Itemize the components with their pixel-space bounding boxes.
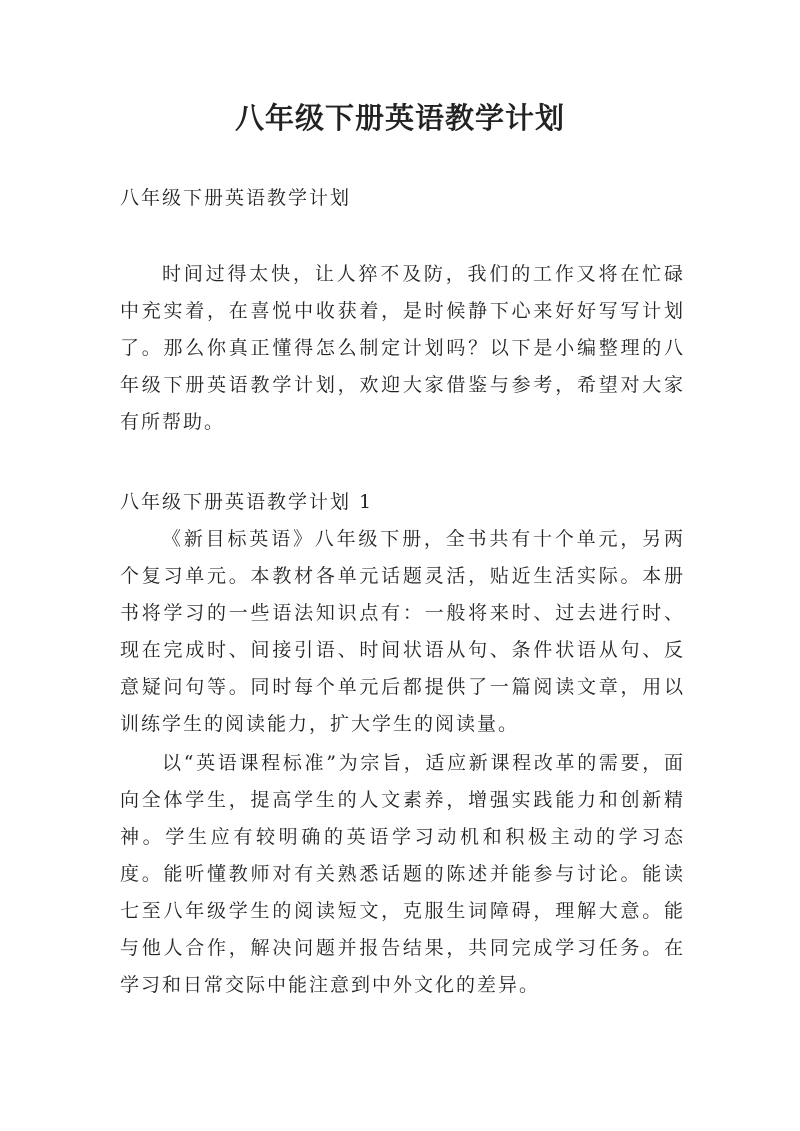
intro-paragraph: 时间过得太快，让人猝不及防，我们的工作又将在忙碌中充实着，在喜悦中收获着，是时候静下心来好好写写计划了。那么你真正懂得怎么制定计划吗？以下是小编整理的八年级下册英语教学计划，欢迎大家借鉴与参考，希望对大家有所帮助。 xyxy=(120,263,685,433)
body-paragraph-1: 《新目标英语》八年级下册，全书共有十个单元，另两个复习单元。本教材各单元话题灵活，贴近生活实际。本册书将学习的一些语法知识点有：一般将来时、过去进行时、现在完成时、间接引语、时间状语从句、条件状语从句、反意疑问句等。同时每个单元后都提供了一篇阅读文章，用以训练学生的阅读能力，扩大学生的阅读量。 xyxy=(120,528,685,735)
document-title: 八年级下册英语教学计划 xyxy=(234,101,565,135)
section-heading: 八年级下册英语教学计划 1 xyxy=(120,491,374,513)
document-subtitle: 八年级下册英语教学计划 xyxy=(120,187,352,209)
body-paragraph-2: 以“英语课程标准”为宗旨，适应新课程改革的需要，面向全体学生，提高学生的人文素养，增强实践能力和创新精神。学生应有较明确的英语学习动机和积极主动的学习态度。能听懂教师对有关熟悉话题的陈述并能参与讨论。能读七至八年级学生的阅读短文，克服生词障碍，理解大意。能与他人合作，解决问题并报告结果，共同完成学习任务。在学习和日常交际中能注意到中外文化的差异。 xyxy=(120,752,685,996)
